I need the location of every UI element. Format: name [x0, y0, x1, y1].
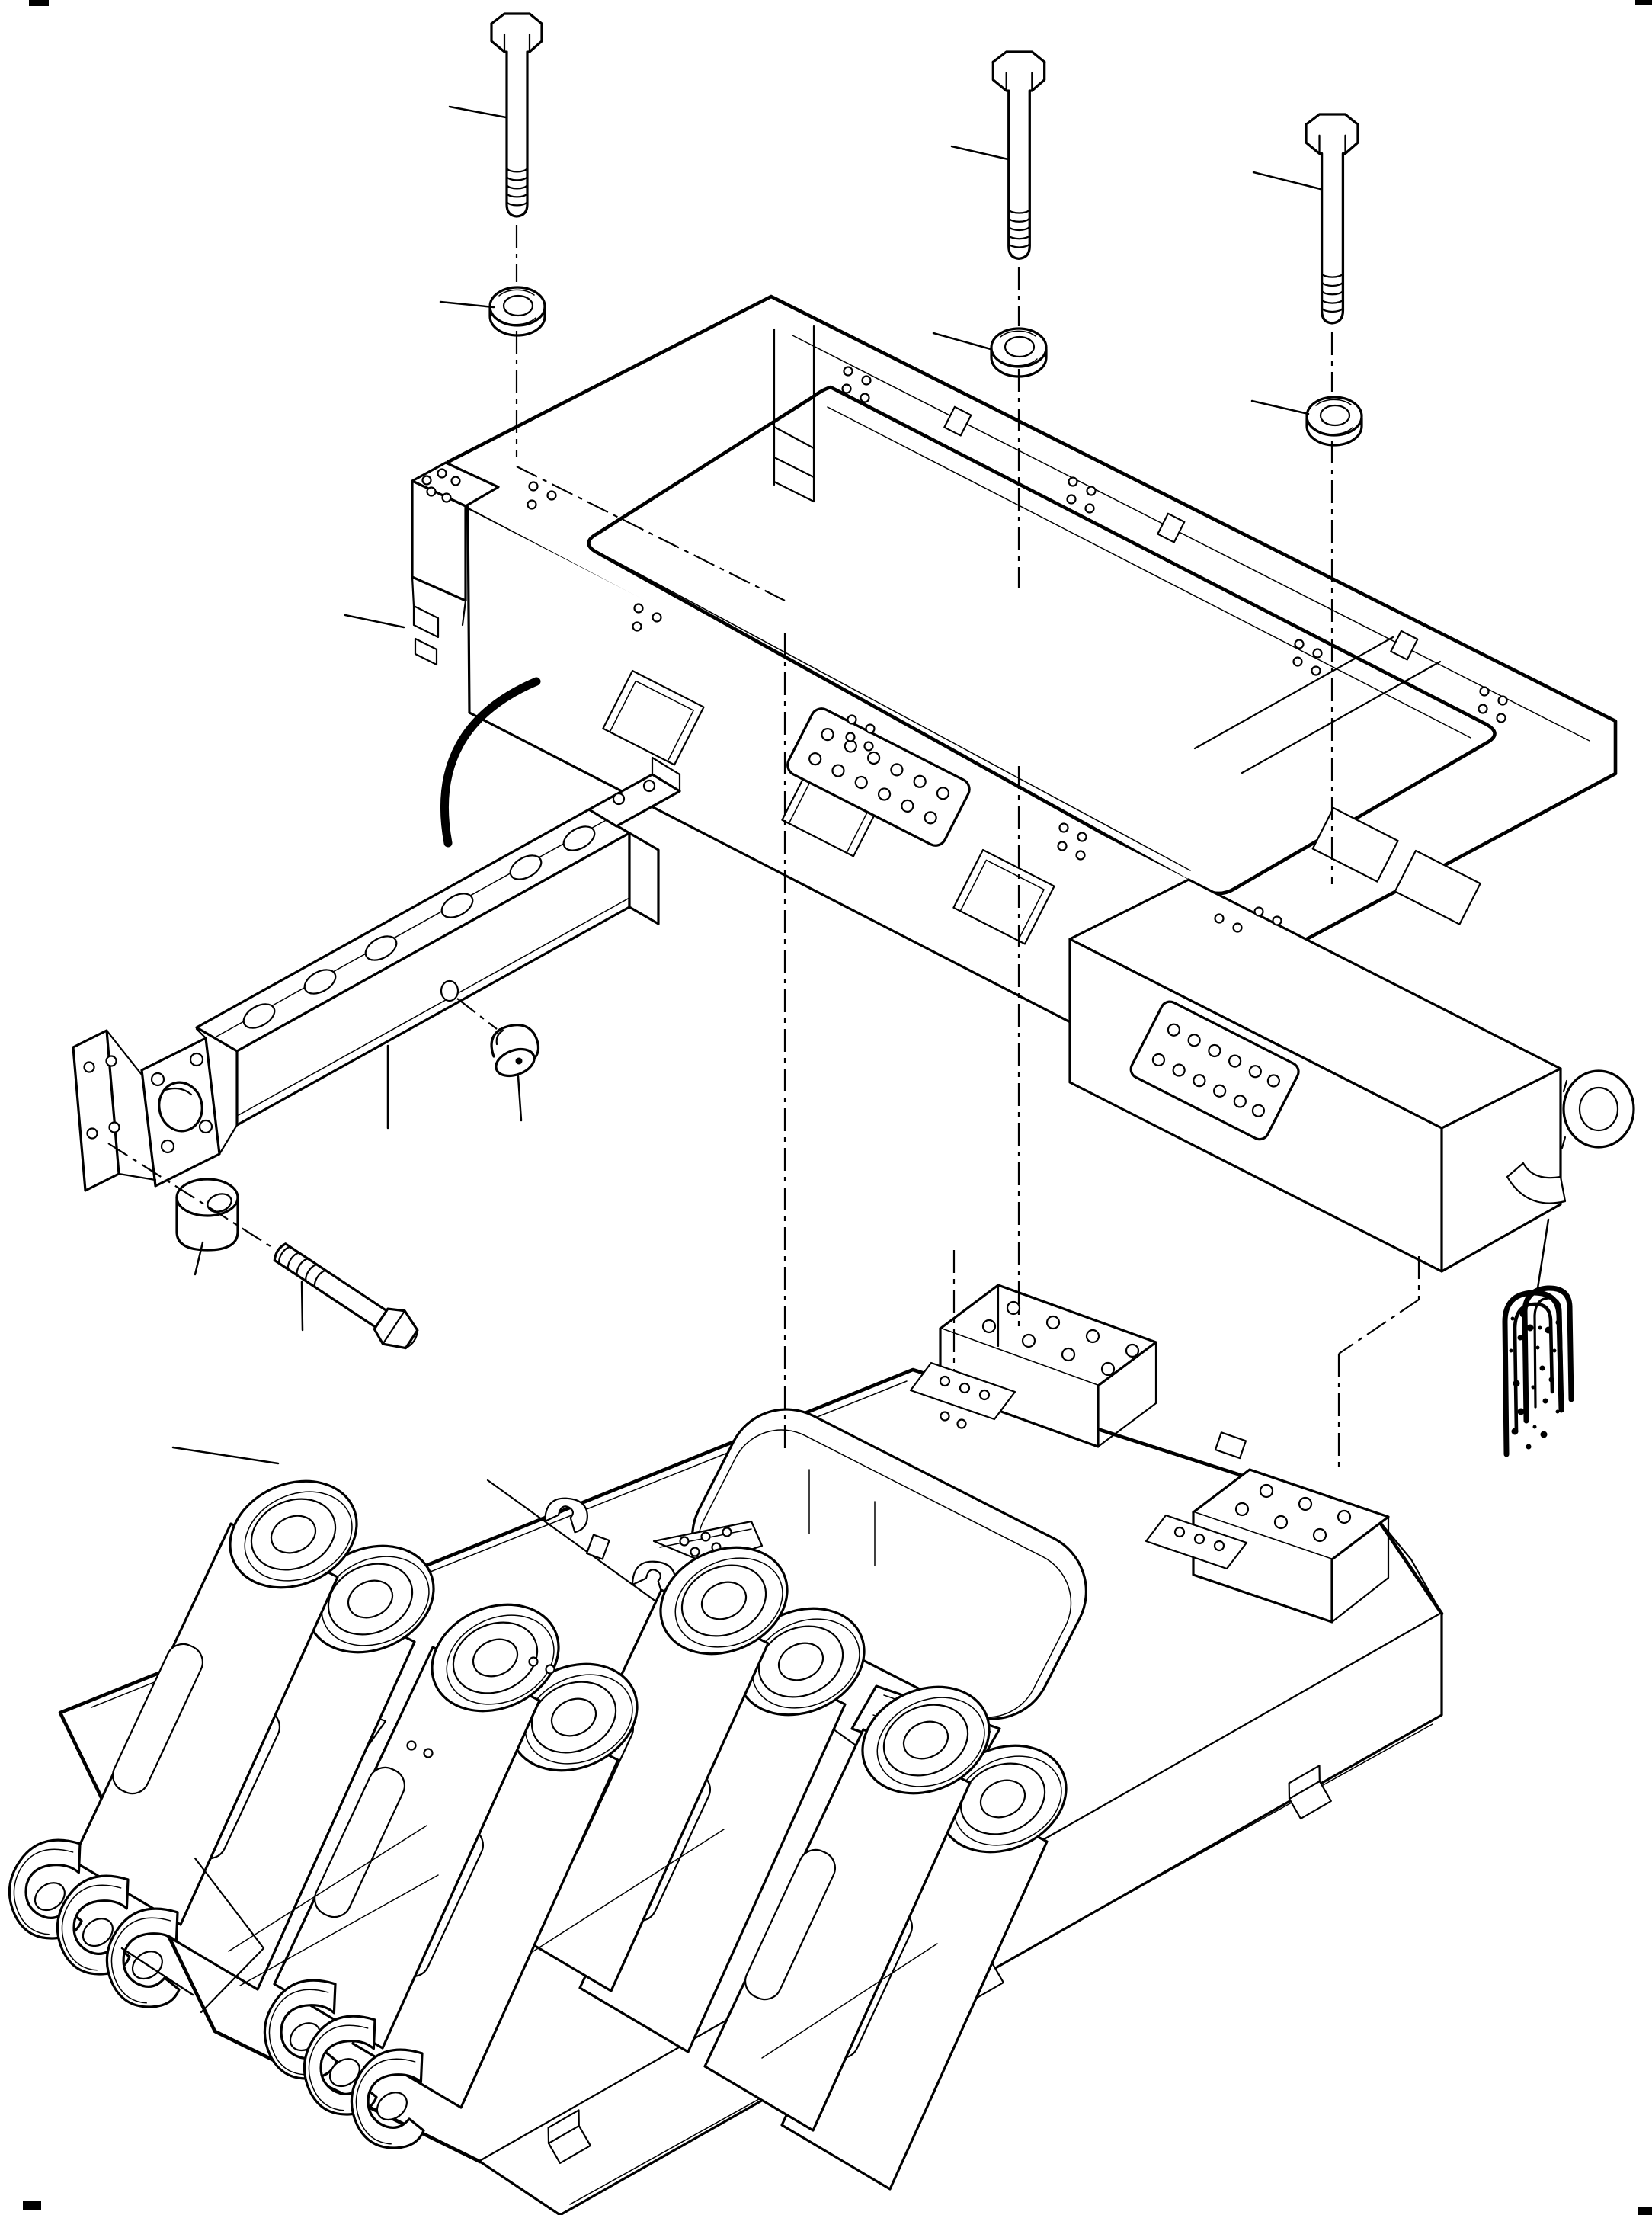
main-frame	[0, 1285, 1442, 2215]
speckle	[1545, 1327, 1552, 1334]
bolt-hole	[1060, 824, 1068, 832]
plug-hole	[441, 981, 458, 1001]
bolt-hole	[1068, 495, 1076, 504]
bolt-hole	[1273, 917, 1282, 925]
bolt-hole	[633, 623, 642, 631]
bolt-hole	[866, 725, 875, 733]
speckle	[1556, 1410, 1560, 1414]
bolt-hole	[1069, 478, 1077, 486]
hex-bolt-short	[267, 1234, 425, 1358]
bolt-hole	[1499, 697, 1507, 705]
bolt-hole	[1078, 833, 1087, 841]
bolt-hole	[1479, 705, 1487, 713]
leader-line	[173, 1447, 278, 1463]
leader-line	[440, 302, 494, 307]
leader-line	[345, 615, 404, 627]
bolt-hole	[958, 1420, 966, 1428]
frame-front-box	[1070, 880, 1634, 1271]
leader-line	[952, 146, 1008, 159]
corner-mark	[29, 0, 49, 6]
center-line	[1339, 1300, 1419, 1354]
speckle	[1536, 1346, 1540, 1350]
bolt-hole	[427, 488, 436, 496]
speckle	[1527, 1325, 1534, 1332]
bolt-hole	[1077, 851, 1085, 860]
beam-flange	[73, 1029, 237, 1191]
speckle	[1512, 1428, 1519, 1435]
bolt-hole	[847, 733, 855, 742]
leader-line	[1538, 1220, 1548, 1288]
corner-mark	[23, 2201, 41, 2210]
bolt-hole	[941, 1412, 949, 1421]
center-line	[457, 999, 497, 1029]
speckle	[1532, 1386, 1535, 1390]
hex-bolt	[1306, 114, 1358, 323]
leader-line	[518, 1076, 521, 1120]
speckle	[1533, 1425, 1537, 1429]
speckle	[1543, 1399, 1548, 1404]
bolt-hole	[452, 477, 460, 486]
corner-mark	[1638, 2207, 1652, 2215]
hex-bolt	[491, 14, 542, 216]
bolt-hole	[861, 394, 869, 402]
bolt-hole	[546, 1665, 555, 1674]
bolt-hole	[863, 377, 871, 385]
plug	[491, 1025, 538, 1081]
plain-washer	[1307, 397, 1362, 445]
speckle	[1510, 1349, 1513, 1353]
hex-bolt	[993, 52, 1044, 258]
bolt-hole	[438, 470, 447, 478]
corner-mark	[1635, 0, 1652, 5]
bolt-hole	[424, 1749, 433, 1758]
leader-line	[933, 333, 991, 349]
hex-bolt-short	[267, 1234, 425, 1358]
leader-line	[1253, 172, 1321, 189]
bolt-hole	[443, 494, 451, 502]
spacer-bushing	[177, 1179, 238, 1250]
speckle	[1520, 1311, 1527, 1318]
speckle	[1523, 1362, 1529, 1367]
speckle	[1538, 1326, 1542, 1330]
bolt-hole	[1294, 658, 1302, 666]
bolt-hole	[408, 1742, 416, 1750]
speckle	[1518, 1409, 1525, 1415]
bolt-hole	[1295, 640, 1304, 649]
bolt-hole	[1215, 915, 1224, 923]
speckle	[1511, 1317, 1515, 1321]
bolt-hole	[843, 385, 851, 393]
leader-line	[450, 107, 506, 117]
speckle	[1541, 1431, 1548, 1438]
bolt-hole	[848, 716, 856, 724]
bolt-hole	[1234, 924, 1242, 932]
bolt-hole	[1086, 505, 1094, 513]
leader-line	[1252, 401, 1308, 414]
bolt-hole	[865, 742, 873, 751]
leader-line	[302, 1282, 303, 1330]
speckle	[1518, 1335, 1523, 1341]
speckle	[1553, 1349, 1557, 1353]
bolt-hole	[1314, 649, 1322, 658]
support-beam	[73, 758, 680, 1191]
bolt-hole	[1312, 667, 1321, 675]
bolt-hole	[528, 501, 536, 509]
bolt-hole	[530, 1658, 538, 1666]
speckle	[1513, 1380, 1520, 1387]
bolt-hole	[1255, 908, 1263, 916]
bolt-hole	[548, 492, 556, 500]
speckle	[1549, 1377, 1554, 1383]
bolt-hole	[423, 476, 431, 485]
bolt-hole	[653, 614, 661, 622]
bolt-hole	[530, 482, 538, 491]
speckle	[1526, 1444, 1532, 1450]
speckle	[1556, 1320, 1561, 1325]
trim-seal-strip	[1505, 1288, 1571, 1454]
bolt-hole	[1087, 487, 1096, 495]
bolt-hole	[1481, 688, 1489, 696]
bolt-hole	[1058, 842, 1067, 851]
bolt-hole	[635, 604, 643, 613]
bolt-hole	[844, 367, 853, 376]
bolt-hole	[1497, 714, 1506, 723]
speckle	[1540, 1366, 1545, 1371]
plain-washer	[490, 287, 545, 335]
mounting-bolts	[491, 14, 1358, 323]
